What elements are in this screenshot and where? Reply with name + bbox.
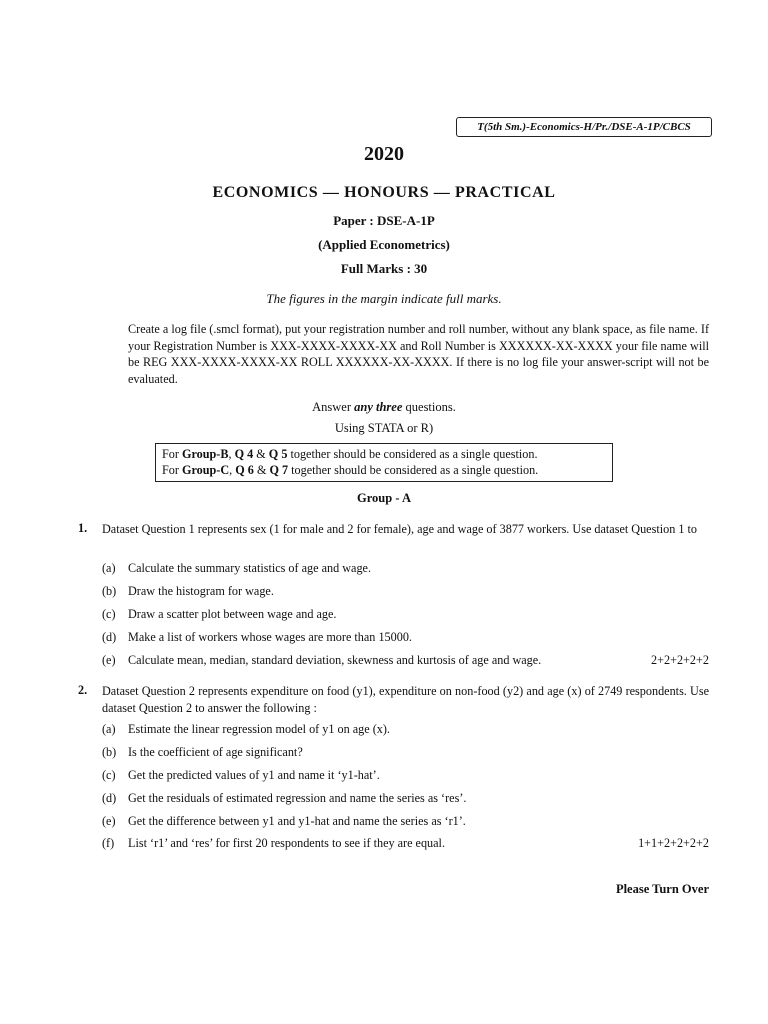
exam-year: 2020	[364, 143, 404, 165]
item-text: Make a list of workers whose wages are more than 15000.	[128, 630, 412, 644]
item-label: (e)	[102, 653, 116, 667]
item-text: Get the difference between y1 and y1-hat and name the series as ‘r1’.	[128, 814, 466, 828]
question-item	[102, 561, 709, 577]
item-text: Is the coefficient of age significant?	[128, 745, 303, 759]
group-note-box	[155, 443, 613, 482]
item-label: (a)	[102, 561, 116, 575]
subject-name: (Applied Econometrics)	[318, 237, 450, 252]
question-item	[102, 768, 709, 784]
item-label: (d)	[102, 630, 117, 644]
question-item	[102, 653, 709, 669]
item-label: (a)	[102, 722, 116, 736]
margin-note: The figures in the margin indicate full marks.	[266, 291, 502, 306]
full-marks: Full Marks : 30	[340, 261, 428, 276]
item-label: (f)	[102, 836, 115, 850]
item-text: Calculate the summary statistics of age and wage.	[128, 561, 371, 575]
please-turn-over: Please Turn Over	[615, 882, 709, 896]
item-marks: 1+1+2+2+2+2	[638, 836, 709, 850]
item-label: (b)	[102, 584, 117, 598]
question-item	[102, 836, 709, 852]
item-label: (d)	[102, 791, 117, 805]
item-label: (c)	[102, 768, 116, 782]
item-text: Get the residuals of estimated regression and name the series as ‘res’.	[128, 791, 467, 805]
item-text: Estimate the linear regression model of y1 on age (x).	[128, 722, 390, 736]
item-label: (c)	[102, 607, 116, 621]
question-item	[102, 791, 709, 807]
group-heading: Group - A	[357, 491, 411, 505]
group-note-line: For Group-B, Q 4 & Q 5 together should be considered as a single question.	[162, 447, 538, 461]
question-item	[102, 722, 709, 738]
item-marks: 2+2+2+2+2	[651, 653, 709, 667]
paper-name: Paper : DSE-A-1P	[333, 213, 435, 228]
answer-instruction: Answer any three questions.	[312, 400, 456, 414]
software-note: Using STATA or R)	[334, 421, 434, 435]
log-file-instructions: Create a log file (.smcl format), put your registration number and roll number, without any blank space, as file name. If your Registration Number is XXX-XXXX-XXXX-XX and Roll Number is XXXXXX-XX-XXXX your file name will be REG XXX-XXXX-XXXX-XX ROLL XXXXXX-XX-XXXX. If there is no log file your answer-script will not be evaluated.	[128, 322, 709, 386]
item-label: (e)	[102, 814, 116, 828]
item-label: (b)	[102, 745, 117, 759]
question-number: 1.	[78, 521, 88, 535]
question-item	[102, 814, 709, 830]
item-text: List ‘r1’ and ‘res’ for first 20 respondents to see if they are equal.	[128, 836, 445, 850]
question-item	[102, 584, 709, 600]
exam-title: ECONOMICS — HONOURS — PRACTICAL	[212, 184, 556, 201]
item-text: Get the predicted values of y1 and name it ‘y1-hat’.	[128, 768, 380, 782]
question-number: 2.	[78, 683, 88, 697]
item-text: Draw the histogram for wage.	[128, 584, 274, 598]
question-item	[102, 630, 709, 646]
group-note-line: For Group-C, Q 6 & Q 7 together should be considered as a single question.	[162, 463, 539, 477]
question-text: Dataset Question 2 represents expenditure on food (y1), expenditure on non-food (y2) and age (x) of 2749 respondents. Use dataset Question 2 to answer the following :	[102, 684, 709, 715]
item-text: Calculate mean, median, standard deviation, skewness and kurtosis of age and wage.	[128, 653, 542, 667]
question-item	[102, 607, 709, 623]
question-item	[102, 745, 709, 761]
item-text: Draw a scatter plot between wage and age.	[128, 607, 337, 621]
question-text: Dataset Question 1 represents sex (1 for male and 2 for female), age and wage of 3877 workers. Use dataset Question 1 to	[102, 522, 697, 536]
paper-code: T(5th Sm.)-Economics-H/Pr./DSE-A-1P/CBCS	[456, 117, 712, 137]
